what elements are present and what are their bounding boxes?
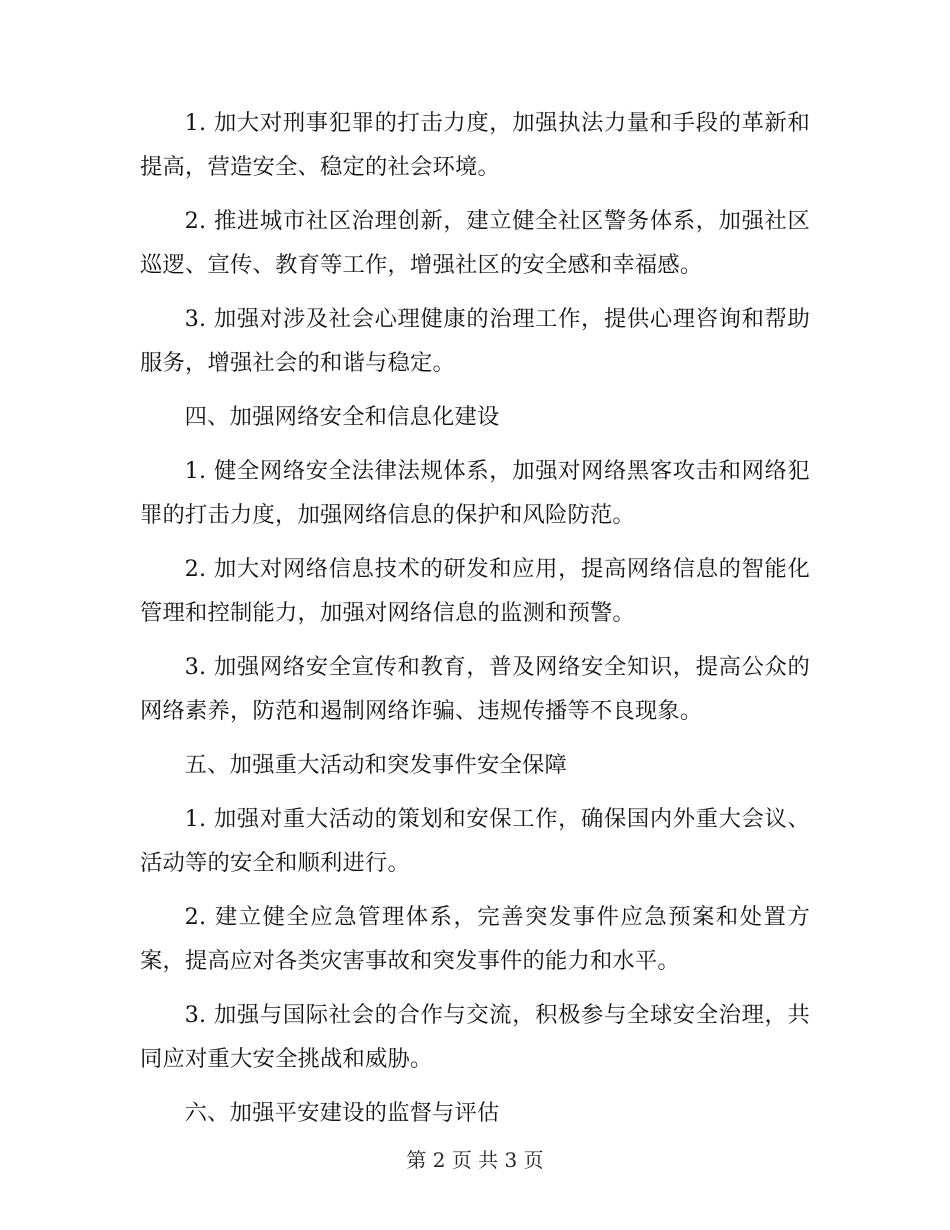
section-heading: 六、加强平安建设的监督与评估 [184, 1100, 500, 1126]
paragraph-item: 2. 推进城市社区治理创新，建立健全社区警务体系，加强社区巡逻、宣传、教育等工作，增强社区的安全感和幸福感。 [140, 208, 810, 278]
paragraph-item: 3. 加强网络安全宣传和教育，普及网络安全知识，提高公众的网络素养，防范和遏制网络诈骗、违规传播等不良现象。 [140, 654, 810, 724]
paragraph-item: 2. 加大对网络信息技术的研发和应用，提高网络信息的智能化管理和控制能力，加强对网络信息的监测和预警。 [140, 556, 810, 626]
paragraph-item: 1. 健全网络安全法律法规体系，加强对网络黑客攻击和网络犯罪的打击力度，加强网络信息的保护和风险防范。 [140, 458, 810, 528]
document-body [140, 101, 810, 1145]
section-heading: 四、加强网络安全和信息化建设 [184, 404, 500, 430]
paragraph-item: 2. 建立健全应急管理体系，完善突发事件应急预案和处置方案，提高应对各类灾害事故和突发事件的能力和水平。 [140, 904, 810, 974]
page-footer: 第 2 页 共 3 页 [406, 1148, 544, 1172]
paragraph-item: 1. 加强对重大活动的策划和安保工作，确保国内外重大会议、活动等的安全和顺利进行。 [140, 806, 810, 876]
paragraph-item: 3. 加强对涉及社会心理健康的治理工作，提供心理咨询和帮助服务，增强社会的和谐与稳定。 [140, 306, 810, 376]
section-heading: 五、加强重大活动和突发事件安全保障 [184, 752, 568, 778]
paragraph-item: 3. 加强与国际社会的合作与交流，积极参与全球安全治理，共同应对重大安全挑战和威胁。 [140, 1002, 810, 1072]
paragraph-item: 1. 加大对刑事犯罪的打击力度，加强执法力量和手段的革新和提高，营造安全、稳定的社会环境。 [140, 110, 810, 180]
